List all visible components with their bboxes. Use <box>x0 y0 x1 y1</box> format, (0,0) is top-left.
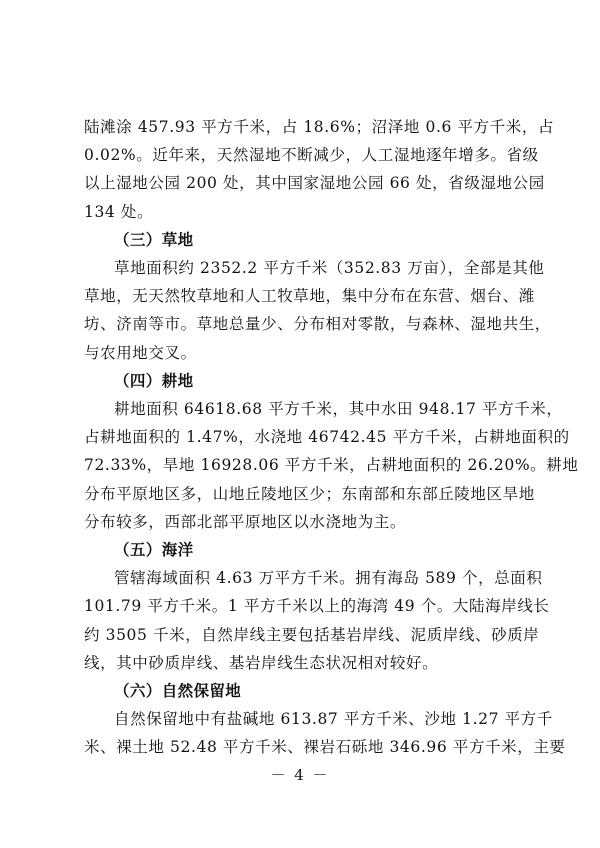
body-line: 0.02%。近年来，天然湿地不断减少，人工湿地逐年增多。省级 <box>84 146 539 164</box>
section-heading-farmland: （四）耕地 <box>114 372 194 390</box>
body-line: 101.79 平方千米。1 平方千米以上的海湾 49 个。大陆海岸线长 <box>84 597 550 615</box>
body-line: 分布较多，西部北部平原地区以水浇地为主。 <box>84 513 407 531</box>
body-line: 与农用地交叉。 <box>84 344 197 362</box>
body-line: 米、裸土地 52.48 平方千米、裸岩石砾地 346.96 平方千米，主要 <box>84 738 566 756</box>
body-line: 134 处。 <box>84 203 154 221</box>
body-line: 管辖海域面积 4.63 万平方千米。拥有海岛 589 个，总面积 <box>114 569 543 587</box>
body-line: 分布平原地区多，山地丘陵地区少；东南部和东部丘陵地区旱地 <box>84 485 535 503</box>
body-line: 以上湿地公园 200 处，其中国家湿地公园 66 处，省级湿地公园 <box>84 174 545 192</box>
section-heading-grassland: （三）草地 <box>114 231 194 249</box>
body-line: 陆滩涂 457.93 平方千米，占 18.6%；沼泽地 0.6 平方千米，占 <box>84 118 555 136</box>
body-line: 约 3505 千米，自然岸线主要包括基岩岸线、泥质岸线、砂质岸 <box>84 626 540 644</box>
section-heading-ocean: （五）海洋 <box>114 541 194 559</box>
section-heading-reserved-land: （六）自然保留地 <box>114 682 242 700</box>
body-line: 自然保留地中有盐碱地 613.87 平方千米、沙地 1.27 平方千 <box>114 710 553 728</box>
body-line: 草地面积约 2352.2 平方千米（352.83 万亩），全部是其他 <box>114 259 545 277</box>
page-number: － 4 － <box>270 766 330 784</box>
body-line: 耕地面积 64618.68 平方千米，其中水田 948.17 平方千米， <box>114 400 563 418</box>
body-line: 占耕地面积的 1.47%，水浇地 46742.45 平方千米，占耕地面积的 <box>84 428 570 446</box>
body-line: 线，其中砂质岸线、基岩岸线生态状况相对较好。 <box>84 654 439 672</box>
body-line: 草地，无天然牧草地和人工牧草地，集中分布在东营、烟台、潍 <box>84 287 535 305</box>
body-line: 坊、济南等市。草地总量少、分布相对零散，与森林、湿地共生， <box>84 315 551 333</box>
body-line: 72.33%，旱地 16928.06 平方千米，占耕地面积的 26.20%。耕地 <box>84 456 579 474</box>
